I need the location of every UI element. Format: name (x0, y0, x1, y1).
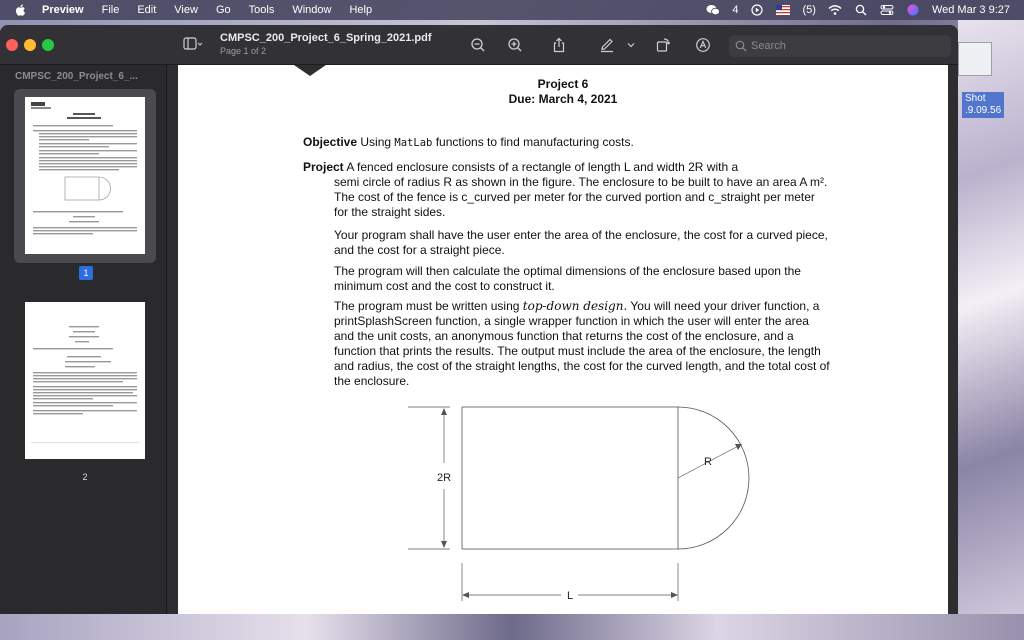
siri-icon[interactable] (906, 4, 920, 16)
document-heading: Project 6 (537, 77, 589, 91)
design-emphasis: top-down design. (522, 299, 628, 313)
menu-view[interactable]: View (174, 4, 198, 16)
design-paragraph (334, 299, 830, 389)
search-icon (735, 40, 747, 52)
project-label: Project (303, 160, 344, 174)
desktop-wallpaper-bottom (0, 614, 1024, 640)
width-arrow-down (441, 541, 447, 548)
menu-bar (0, 0, 1024, 20)
radius-label: R (704, 456, 712, 468)
objective-label: Objective (303, 135, 358, 149)
play-icon[interactable] (750, 4, 764, 16)
page-top-notch (294, 65, 326, 76)
width-label: 2R (436, 472, 452, 484)
project-continuation: semi circle of radius R as shown in the figure. The enclosure to be built to have an area A m². The cost of the fence is c_curved per meter for the curved portion and c_straight per meter for the straight sides. (334, 175, 828, 219)
calculation-paragraph: The program will then calculate the optimal dimensions of the enclosure based upon the minimum cost and the cost to construct it. (334, 264, 801, 293)
document-viewport[interactable] (168, 65, 958, 614)
document-due-date: Due: March 4, 2021 (508, 92, 618, 106)
figure-rectangle (462, 407, 678, 549)
menu-help[interactable]: Help (349, 4, 373, 16)
length-arrow-right (671, 592, 678, 598)
search-input[interactable] (751, 40, 931, 52)
menu-edit[interactable]: Edit (137, 4, 157, 16)
notification-count: 4 (732, 4, 739, 16)
zoom-window-button[interactable] (42, 39, 54, 51)
share-icon[interactable] (549, 35, 569, 55)
design-text-pre: The program must be written using (334, 299, 520, 313)
menu-go[interactable]: Go (215, 4, 231, 16)
page-thumbnail-1[interactable] (25, 97, 145, 254)
page-indicator: Page 1 of 2 (220, 46, 267, 56)
page-number-label-2: 2 (82, 472, 88, 482)
desktop-label-line1: Shot (965, 93, 986, 104)
figure-semicircle (678, 407, 749, 549)
wifi-icon[interactable] (828, 4, 842, 16)
markup-toolbar-icon[interactable] (693, 35, 713, 55)
length-arrow-left (462, 592, 469, 598)
minimize-window-button[interactable] (24, 39, 36, 51)
preview-window (0, 25, 958, 614)
desktop-screenshot-file-label[interactable] (962, 92, 1004, 118)
design-text-post: You will need your driver function, a printSplashScreen function, a single wrapper function in which the user will enter the area and the unit costs, an anonymous function that returns the cost of the enclosure, and a function that prints the results. The output must include the area of the enclosure, the length and radius, the cost of the straight lengths, the cost for the curved length, and the total cost of the enclosure. (334, 299, 830, 388)
menu-tools[interactable]: Tools (248, 4, 275, 16)
enclosure-figure (406, 405, 751, 605)
zoom-in-icon[interactable] (505, 35, 525, 55)
pdf-page-1 (178, 65, 948, 614)
project-line1: A fenced enclosure consists of a rectangle of length L and width 2R with a (346, 160, 739, 174)
zoom-out-icon[interactable] (468, 35, 488, 55)
spotlight-search-icon[interactable] (854, 4, 868, 16)
sidebar-document-title: CMPSC_200_Project_6_... (15, 71, 138, 82)
menu-preview[interactable]: Preview (42, 4, 84, 16)
desktop-label-line2: .9.09.56 (965, 105, 1002, 116)
search-field[interactable] (729, 35, 951, 57)
battery-indicator[interactable]: (5) (802, 4, 816, 16)
page-number-badge-1: 1 (79, 266, 93, 280)
markup-pen-icon[interactable] (597, 35, 617, 55)
objective-code: MatLab (394, 137, 433, 149)
width-arrow-up (441, 408, 447, 415)
project-paragraph (303, 160, 831, 220)
desktop-screenshot-file-icon[interactable] (958, 42, 992, 76)
us-flag-icon[interactable] (776, 4, 790, 16)
objective-text-post: functions to find manufacturing costs. (435, 135, 634, 149)
page-thumbnail-1-preview (25, 97, 145, 254)
thumbnail-sidebar (0, 65, 167, 614)
apple-menu-icon[interactable] (14, 3, 28, 17)
document-file-name[interactable]: CMPSC_200_Project_6_Spring_2021.pdf (220, 32, 432, 44)
sidebar-toggle-icon[interactable] (183, 36, 203, 52)
menu-window[interactable]: Window (292, 4, 332, 16)
input-paragraph: Your program shall have the user enter the area of the enclosure, the cost for a curved piece, and the cost for a straight piece. (334, 228, 828, 257)
toolbar (0, 25, 958, 65)
control-center-icon[interactable] (880, 4, 894, 16)
objective-text-pre: Using (360, 135, 392, 149)
objective-paragraph (303, 135, 831, 151)
wechat-icon[interactable] (706, 4, 720, 16)
markup-dropdown-chevron-icon[interactable] (625, 35, 637, 55)
menubar-clock[interactable]: Wed Mar 3 9:27 (931, 4, 1010, 16)
document-title-block (220, 32, 432, 56)
menu-file[interactable]: File (101, 4, 120, 16)
page-thumbnail-2-preview (25, 302, 145, 459)
status-menus (706, 0, 1010, 20)
page-thumbnail-2[interactable] (25, 302, 145, 459)
rotate-icon[interactable] (653, 35, 673, 55)
close-window-button[interactable] (6, 39, 18, 51)
length-label: L (566, 590, 574, 602)
